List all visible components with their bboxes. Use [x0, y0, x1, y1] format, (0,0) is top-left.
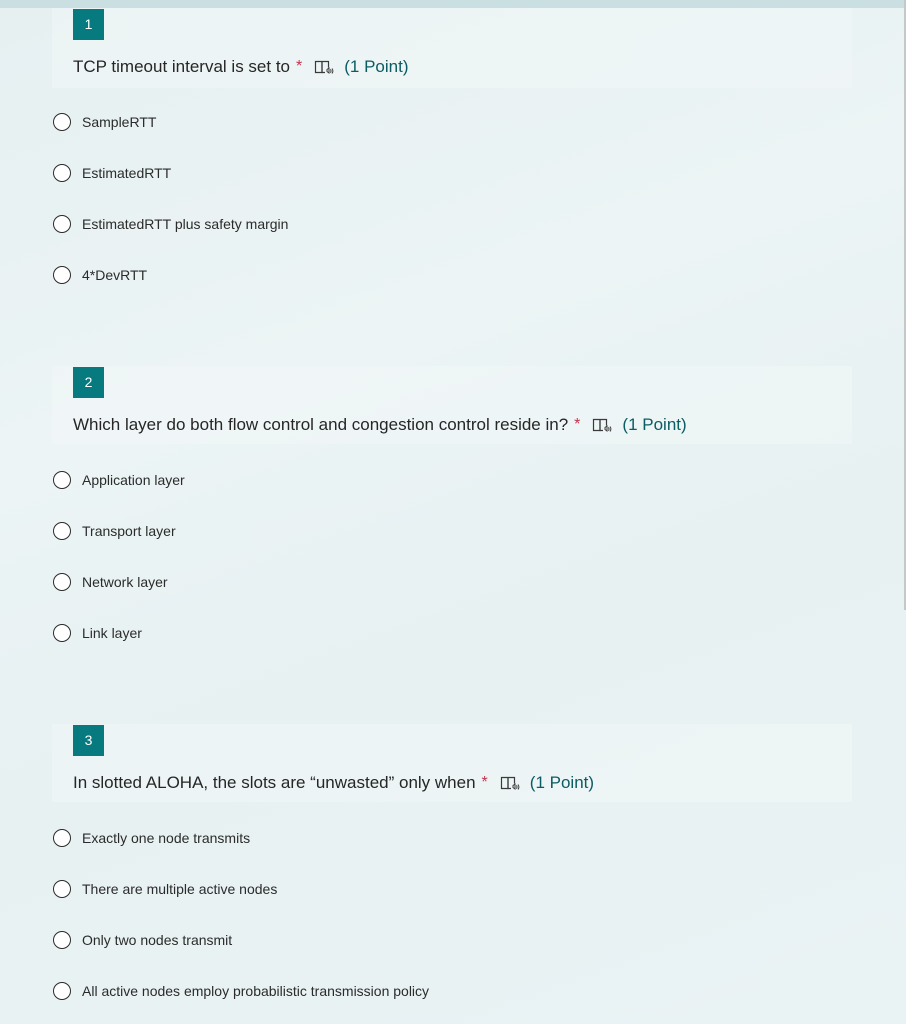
choice-label[interactable]: Transport layer	[82, 523, 176, 539]
radio-button[interactable]	[53, 573, 71, 591]
choice-label[interactable]: Only two nodes transmit	[82, 932, 233, 948]
choice-label[interactable]: All active nodes employ probabilistic transmission policy	[82, 983, 430, 999]
question-number-badge: 2	[73, 367, 104, 398]
radio-button[interactable]	[53, 522, 71, 540]
choice-label[interactable]: There are multiple active nodes	[82, 881, 278, 897]
question-text: In slotted ALOHA, the slots are “unwasted” only when	[73, 773, 476, 792]
required-asterisk: *	[481, 774, 488, 791]
question-points: (1 Point)	[529, 773, 595, 792]
question-title	[73, 57, 408, 77]
radio-button[interactable]	[53, 624, 71, 642]
radio-button[interactable]	[53, 215, 71, 233]
immersive-reader-icon[interactable]	[314, 59, 334, 75]
question-number-badge: 1	[73, 9, 104, 40]
required-asterisk: *	[296, 58, 303, 75]
choice-option[interactable]	[53, 570, 168, 594]
choice-option[interactable]	[53, 161, 171, 185]
choice-label[interactable]: Link layer	[82, 625, 142, 641]
choice-label[interactable]: EstimatedRTT	[82, 165, 172, 181]
choice-option[interactable]	[53, 263, 147, 287]
radio-button[interactable]	[53, 829, 71, 847]
question-points: (1 Point)	[344, 57, 409, 76]
radio-button[interactable]	[53, 164, 71, 182]
immersive-reader-icon[interactable]	[500, 775, 520, 791]
choice-option[interactable]	[53, 928, 232, 952]
choice-option[interactable]	[53, 519, 176, 543]
choice-label[interactable]: Exactly one node transmits	[82, 830, 251, 846]
choice-option[interactable]	[53, 621, 142, 645]
choice-option[interactable]	[53, 826, 250, 850]
immersive-reader-icon[interactable]	[592, 417, 612, 433]
choice-option[interactable]	[53, 877, 277, 901]
question-points: (1 Point)	[622, 415, 687, 434]
choice-option[interactable]	[53, 468, 185, 492]
choice-label[interactable]: Network layer	[82, 574, 168, 590]
choice-label[interactable]: SampleRTT	[82, 114, 157, 130]
choice-label[interactable]: EstimatedRTT plus safety margin	[82, 216, 289, 232]
radio-button[interactable]	[53, 880, 71, 898]
question-text: TCP timeout interval is set to	[73, 57, 290, 76]
radio-button[interactable]	[53, 266, 71, 284]
radio-button[interactable]	[53, 982, 71, 1000]
question-number-badge: 3	[73, 725, 104, 756]
choice-label[interactable]: Application layer	[82, 472, 185, 488]
radio-button[interactable]	[53, 471, 71, 489]
radio-button[interactable]	[53, 931, 71, 949]
radio-button[interactable]	[53, 113, 71, 131]
required-asterisk: *	[574, 416, 581, 433]
choice-option[interactable]	[53, 212, 288, 236]
question-text: Which layer do both flow control and congestion control reside in?	[73, 415, 569, 434]
choice-option[interactable]	[53, 979, 429, 1003]
choice-option[interactable]	[53, 110, 156, 134]
choice-label[interactable]: 4*DevRTT	[82, 267, 148, 283]
question-title	[73, 415, 687, 435]
question-title	[73, 773, 594, 793]
top-bar	[0, 0, 906, 8]
